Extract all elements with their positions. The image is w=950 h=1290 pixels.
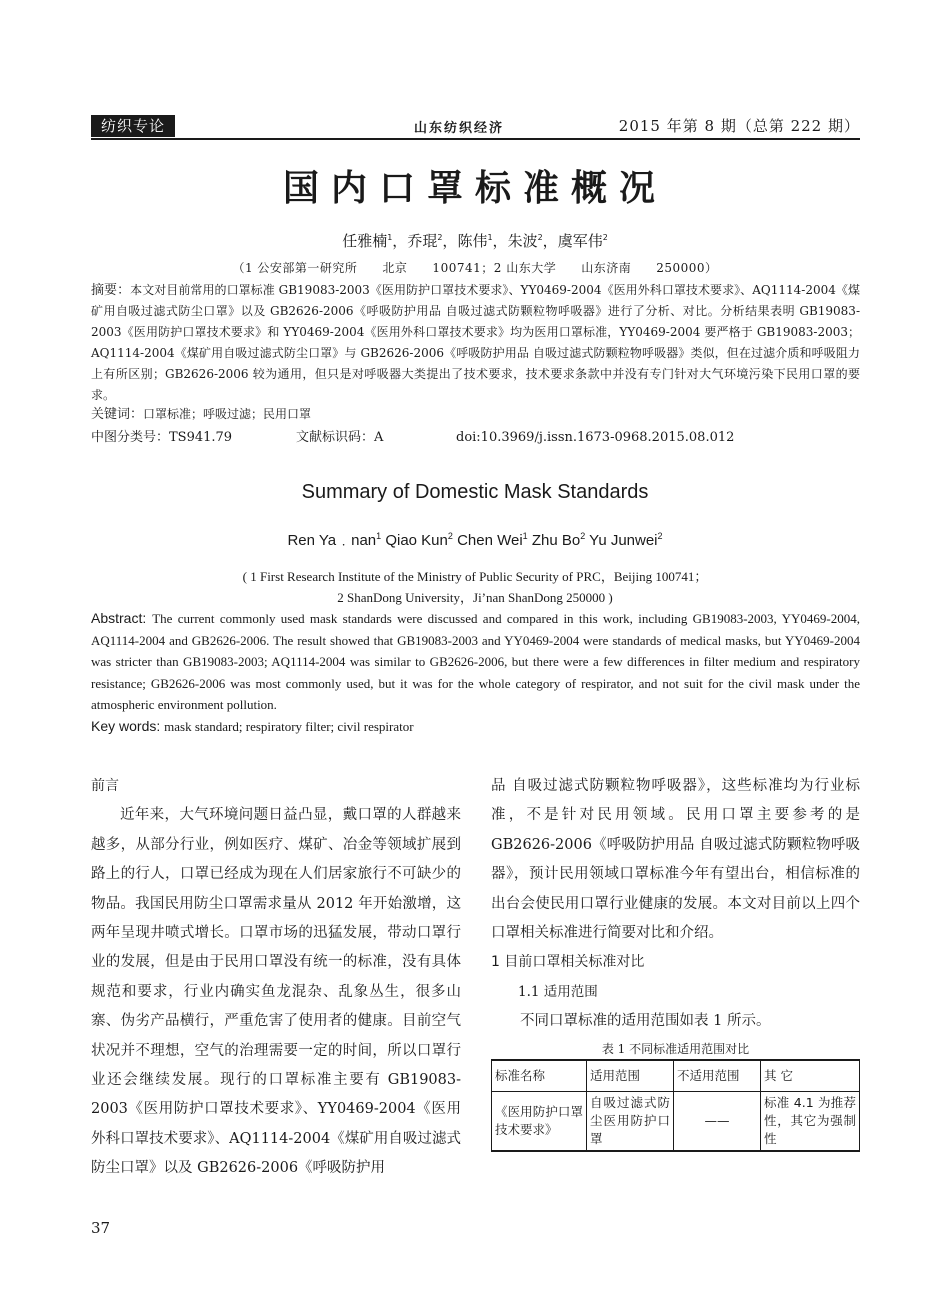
cn-author-list: 任雅楠$^1$，乔琨$^2$，陈伟$^1$，朱波$^2$，虞军伟$^2$ <box>342 232 608 250</box>
author-name: Qiao Kun <box>385 532 448 549</box>
author-affiliation-mark: 1 <box>387 233 393 242</box>
author-name: 虞军伟 <box>557 232 603 250</box>
body-paragraph: 近年来，大气环境问题日益凸显，戴口罩的人群越来越多，从部分行业，例如医疗、煤矿、冶金等领域扩展到路上的行人，口罩已经成为现在人们居家旅行不可缺少的物品。我国民用防尘口罩需求量从 2012 年开始激增，这两年呈现井喷式增长。口罩市场的迅猛发展，带动口罩行业的发展，但是由于民用口罩没有统一的标准，没有具体规范和要求，行业内确实鱼龙混杂、乱象丛生，很多山寨、伪劣产品横行，严重危害了使用者的健康。目前空气状况并不理想，空气的治理需要一定的时间，所以口罩行业还会继续发展。现行的口罩标准主要有 GB19083-2003《医用防护口罩技术要求》、YY0469-2004《医用外科口罩技术要求》、AQ1114-2004《煤矿用自吸过滤式防尘口罩》以及 GB2626-2006《呼吸防护用 <box>91 807 461 1177</box>
table-row <box>492 1091 860 1151</box>
en-abstract <box>91 608 860 716</box>
doccode-field <box>296 427 456 448</box>
clc-value: TS941.79 <box>169 430 233 445</box>
author-name: Zhu Bo <box>531 532 581 549</box>
author-affiliation-mark: 2 <box>602 233 608 242</box>
header-rule <box>91 138 860 140</box>
doi: doi:10.3969/j.issn.1673-0968.2015.08.012 <box>456 430 735 445</box>
issue-info: 2015 年第 8 期（总第 222 期） <box>618 117 860 135</box>
author-name: 陈伟 <box>457 232 488 250</box>
author-affiliation-mark: 1 <box>487 233 493 242</box>
section-heading: 1 目前口罩相关标准对比 <box>491 954 645 971</box>
author-affiliation-mark: 2 <box>537 233 543 242</box>
journal-name: 山东纺织经济 <box>414 121 505 136</box>
body-paragraph: 不同口罩标准的适用范围如表 1 所示。 <box>520 1013 771 1030</box>
cn-keywords <box>91 404 860 425</box>
classification-line <box>91 427 860 448</box>
doccode-value: A <box>374 430 384 445</box>
comparison-table <box>491 1059 860 1152</box>
body-right-column <box>491 772 860 1152</box>
body-paragraph-continued: 品 自吸过滤式防颗粒物呼吸器》，这些标准均为行业标准，不是针对民用领域。民用口罩主要参考的是 GB2626-2006《呼吸防护用品 自吸过滤式防颗粒物呼吸器》，预计民用领域口罩标准今年有望出台，相信标准的出台会使民用口罩行业健康的发展。本文对目前以上四个口罩相关标准进行简要对比和介绍。 <box>491 778 860 942</box>
en-abstract-text: The current commonly used mask standards were discussed and compared in this work, including GB19083-2003, YY0469-2004, AQ1114-2004 and GB2626-2006. The result showed that GB19083-2003 and YY0469-2004 were standards of medical masks, but YY0469-2004 was stricter than GB19083-2003; AQ1114-2004 was similar to GB2626-2006, but there were a few differences in filter medium and respiratory resistance; GB2626-2006 was most commonly used, but it was for the whole category of respirator, and not suit for the civil mask under the atmospheric environment pollution. <box>91 611 860 712</box>
clc-field <box>91 427 296 448</box>
table-cell: 自吸过滤式防尘医用防护口罩 <box>587 1091 674 1151</box>
table-header-row <box>492 1060 860 1092</box>
en-affiliation-2: 2 ShanDong University，Ji’nan ShanDong 250000 ) <box>337 590 613 605</box>
author-name: 朱波 <box>507 232 538 250</box>
author-name: 乔琨 <box>407 232 438 250</box>
table-caption: 表 1 不同标准适用范围对比 <box>601 1041 750 1056</box>
author-affiliation-mark: 1 <box>522 531 528 541</box>
clc-label: 中图分类号： <box>91 430 170 445</box>
author-affiliation-mark: 2 <box>657 531 663 541</box>
author-affiliation-mark: 2 <box>447 531 453 541</box>
table-cell: —— <box>674 1091 761 1151</box>
preface-heading: 前言 <box>91 778 119 794</box>
cn-abstract-label: 摘要： <box>91 283 131 298</box>
table-header-cell: 标准名称 <box>492 1060 587 1092</box>
subsection-heading: 1.1 适用范围 <box>518 983 598 1000</box>
en-affiliation-1: ( 1 First Research Institute of the Ministry of Public Security of PRC，Beijing 100741； <box>242 569 708 584</box>
cn-abstract <box>91 280 860 406</box>
en-abstract-label: Abstract: <box>91 610 153 626</box>
cn-abstract-text: 本文对目前常用的口罩标准 GB19083-2003《医用防护口罩技术要求》、YY0469-2004《医用外科口罩技术要求》、AQ1114-2004《煤矿用自吸过滤式防尘口罩》以及 GB2626-2006《呼吸防护用品 自吸过滤式防颗粒物呼吸器》进行了分析、对比。分析结果表明 GB19083-2003《医用防护口罩技术要求》和 YY0469-2004《医用外科口罩技术要求》均为医用口罩标准，YY0469-2004 要严格于 GB19083-2003；AQ1114-2004《煤矿用自吸过滤式防尘口罩》与 GB2626-2006《呼吸防护用品 自吸过滤式防颗粒物呼吸器》类似，但在过滤介质和呼吸阻力上有所区别；GB2626-2006 较为通用，但只是对呼吸器大类提出了技术要求，技术要求条款中并没有专门针对大气环境污染下民用口罩的要求。 <box>91 283 860 402</box>
page-number: 37 <box>91 1219 111 1237</box>
author-name: Yu Junwei <box>589 532 658 549</box>
author-name: 任雅楠 <box>342 232 388 250</box>
en-author-list <box>0 529 950 550</box>
table-header-cell: 适用范围 <box>587 1060 674 1092</box>
doccode-label: 文献标识码： <box>296 430 375 445</box>
page-title: 国内口罩标准概况 <box>282 167 667 209</box>
author-name: Chen Wei <box>457 532 523 549</box>
section-tag: 纺织专论 <box>91 115 175 137</box>
en-title: Summary of Domestic Mask Standards <box>301 481 649 503</box>
author-affiliation-mark: 1 <box>376 531 382 541</box>
author-affiliation-mark: 2 <box>437 233 443 242</box>
cn-keywords-label: 关键词： <box>91 407 144 422</box>
author-affiliation-mark: 2 <box>580 531 586 541</box>
table-header-cell: 不适用范围 <box>674 1060 761 1092</box>
table-header-cell: 其 它 <box>761 1060 860 1092</box>
en-keywords <box>91 716 860 737</box>
author-name: Ren Ya﹒nan <box>287 532 377 549</box>
en-keywords-text: mask standard; respiratory filter; civil respirator <box>164 719 414 734</box>
cn-affiliation: （1 公安部第一研究所 北京 100741；2 山东大学 山东济南 250000） <box>232 261 718 275</box>
en-keywords-label: Key words: <box>91 718 165 734</box>
table-cell: 《医用防护口罩技术要求》 <box>492 1091 587 1151</box>
body-left-column <box>91 772 461 1184</box>
cn-keywords-text: 口罩标准；呼吸过滤；民用口罩 <box>143 407 312 421</box>
table-cell: 标准 4.1 为推荐性，其它为强制性 <box>761 1091 860 1151</box>
